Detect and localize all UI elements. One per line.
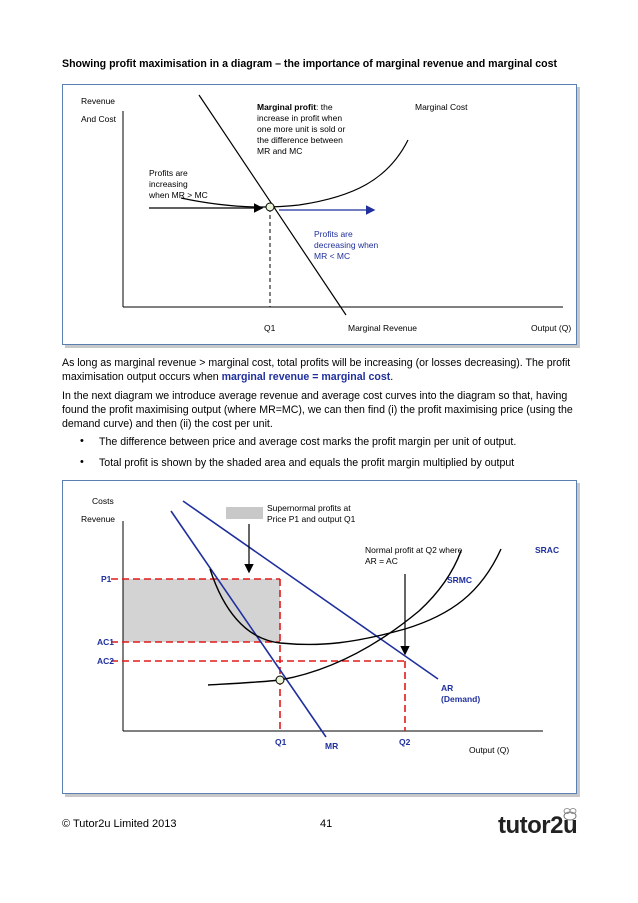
demand-label: (Demand) — [441, 694, 481, 704]
figure-2-diagram — [63, 481, 576, 793]
mr-label: MR — [325, 741, 339, 751]
marginal-profit-line-4: MR and MC — [257, 146, 303, 156]
ac2-label: AC2 — [97, 656, 115, 666]
legend-shaded-swatch — [226, 507, 263, 519]
paragraph-next-diagram: In the next diagram we introduce average revenue and average cost curves into the diagram so that, having found the profit maximising output (where MR=MC), we can then find (i) the profit maximising price (using the demand curve) and then (ii) the cost per unit. — [62, 390, 573, 430]
ar-label: AR — [441, 683, 454, 693]
q1-label: Q1 — [275, 737, 287, 747]
profits-decreasing-line-0: Profits are — [314, 229, 353, 239]
y-axis-label-cost: And Cost — [81, 114, 116, 124]
bullet-text-1: The difference between price and average cost marks the profit margin per unit of output. — [99, 436, 517, 448]
marginal-profit-line-3: the difference between — [257, 135, 343, 145]
y-axis-label-revenue: Revenue — [81, 96, 116, 106]
profits-decreasing-line-1: decreasing when — [314, 240, 379, 250]
p1-label: P1 — [101, 574, 112, 584]
figure-supernormal-profit — [62, 480, 577, 794]
x-axis-label: Output (Q) — [469, 745, 510, 755]
marginal-cost-label: Marginal Cost — [415, 102, 468, 112]
marginal-profit-line-2: one more unit is sold or — [257, 124, 346, 134]
normal-profit-line-0: Normal profit at Q2 where — [365, 545, 463, 555]
profits-increasing-line-0: Profits are — [149, 168, 188, 178]
q1-label: Q1 — [264, 323, 276, 333]
q2-label: Q2 — [399, 737, 411, 747]
profits-increasing-line-1: increasing — [149, 179, 188, 189]
figure-marginal-profit — [62, 84, 577, 345]
bullet-dot: • — [80, 456, 84, 468]
srac-label: SRAC — [535, 545, 560, 555]
paragraph-1-pre: As long as marginal revenue > marginal cost, total profits will be increasing (or losses decreasing). The profit maximisation output occurs when — [62, 357, 571, 383]
srmc-label: SRMC — [447, 575, 473, 585]
marginal-profit-bold: Marginal profit — [257, 102, 317, 112]
paragraph-profit-max — [62, 356, 582, 384]
normal-profit-line-1: AR = AC — [365, 556, 398, 566]
mr-mc-intersection — [266, 203, 274, 211]
legend-line-1: Price P1 and output Q1 — [267, 514, 356, 524]
paragraph-1-emphasis: marginal revenue = marginal cost — [221, 371, 391, 383]
supernormal-profit-area — [123, 579, 280, 642]
marginal-revenue-label: Marginal Revenue — [348, 323, 417, 333]
marginal-profit-line-1: increase in profit when — [257, 113, 343, 123]
profits-decreasing-line-2: MR < MC — [314, 251, 351, 261]
paragraph-1-post: . — [390, 371, 394, 383]
tutor2u-logo — [498, 806, 578, 840]
page-number: 41 — [320, 818, 333, 830]
bee-icon — [560, 806, 582, 824]
figure-1-diagram — [63, 85, 576, 344]
x-axis-label: Output (Q) — [531, 323, 572, 333]
logo-text: tutor2u — [498, 812, 578, 839]
bullet-dot: • — [80, 435, 84, 447]
mr-mc-intersection — [276, 676, 284, 684]
section-heading: Showing profit maximisation in a diagram – the importance of marginal revenue and marginal cost — [62, 58, 558, 70]
marginal-profit-text — [257, 102, 333, 112]
profits-increasing-line-2: when MR > MC — [149, 190, 208, 200]
marginal-profit-line-0: : the — [316, 102, 333, 112]
y-axis-label-revenue: Revenue — [81, 514, 116, 524]
legend-line-0: Supernormal profits at — [267, 503, 351, 513]
footer-copyright: © Tutor2u Limited 2013 — [62, 818, 177, 830]
bullet-text-2: Total profit is shown by the shaded area and equals the profit margin multiplied by output — [99, 457, 515, 469]
ac1-label: AC1 — [97, 637, 115, 647]
y-axis-label-costs: Costs — [92, 496, 114, 506]
